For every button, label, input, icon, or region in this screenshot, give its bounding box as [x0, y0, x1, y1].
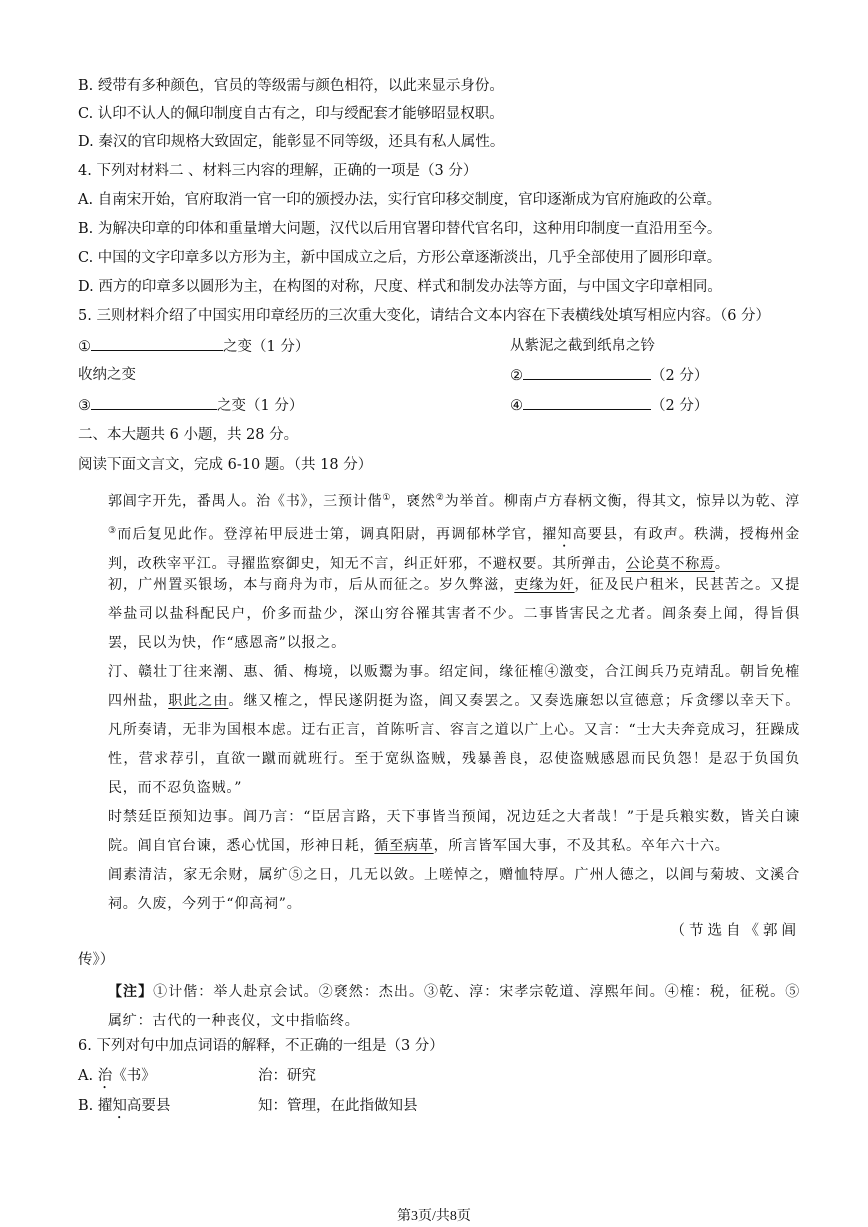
question-4-option-a: A. 自南宋开始，官府取消一官一印的颁授办法，实行官印移交制度，官印逐渐成为官府施政的公章。: [78, 192, 722, 208]
question-6-option-b: B. 擢知高要县 知：管理，在此指做知县: [78, 1098, 418, 1114]
passage-paragraph-2: 初，广州置买银场，本与商舟为市，后从而征之。岁久弊滋，吏缘为奸，征及民户租米，民甚苦之。又提举盐司以盐科配民户，价多而盐少，深山穷谷罹其害者不少。二事皆害民之尤者。阊条奏上闻，得旨俱罢，民以为快，作“感恩斋”以报之。: [108, 577, 800, 651]
passage-paragraph-4: 时禁廷臣预知边事。阊乃言：“臣居言路，天下事皆当预闻，况边廷之大者哉！”于是兵粮实数，皆关白谏院。阊自官台谏，悉心忧国，形神日耗，循至病革，所言皆军国大事，不及其私。卒年六十六。: [108, 809, 800, 854]
answer-blank-4[interactable]: [523, 395, 651, 410]
option-b-prev: B. 绶带有多种颜色，官员的等级需与颜色相符，以此来显示身份。: [78, 78, 504, 94]
table-cell-right: ④ （2 分）: [510, 395, 708, 416]
option-c-prev: C. 认印不认人的佩印制度自古有之，印与绶配套才能够昭显权职。: [78, 106, 504, 122]
question-4-stem: 4. 下列对材料二 、材料三内容的理解，正确的一项是（3 分）: [78, 163, 478, 179]
underlined-sentence: 公论莫不称焉: [626, 556, 715, 573]
blank-suffix: 之变（1 分）: [217, 398, 304, 414]
question-5-row-3: [78, 395, 800, 416]
answer-blank-3[interactable]: [91, 395, 217, 410]
underlined-sentence: 循至病革: [374, 838, 434, 854]
question-6-stem: 6. 下列对句中加点词语的解释，不正确的一组是（3 分）: [78, 1038, 444, 1054]
passage-source: （节选自《郭阊: [670, 923, 800, 939]
section-heading: 二、本大题共 6 小题，共 28 分。: [78, 427, 299, 443]
underlined-sentence: 职此之由: [168, 693, 229, 709]
question-5-stem: 5. 三则材料介绍了中国实用印章经历的三次重大变化，请结合文本内容在下表横线处填写相应内容。（6 分）: [78, 308, 771, 324]
table-cell-right: ② （2 分）: [510, 365, 708, 386]
question-4-option-b: B. 为解决印章的印体和重量增大问题，汉代以后用官署印替代官名印，这种用印制度一直沿用至今。: [78, 221, 722, 237]
question-4-option-d: D. 西方的印章多以圆形为主，在构图的对称，尺度、样式和制发办法等方面，与中国文字印章相同。: [78, 279, 722, 295]
blank-number: ①: [78, 339, 91, 355]
passage-paragraph-5: 阊素清洁，家无余财，属纩⑤之日，几无以敛。上嗟悼之，赠恤特厚。广州人德之，以阊与菊坡、文溪合祠。久废，今列于“仰高祠”。: [108, 867, 800, 912]
question-5-row-2: [78, 365, 800, 385]
definition: 治：研究: [258, 1068, 316, 1084]
question-5-row-1: [78, 336, 800, 357]
question-4-option-c: C. 中国的文字印章多以方形为主，新中国成立之后，方形公章逐渐淡出，几乎全部使用了圆形印章。: [78, 250, 722, 266]
answer-blank-2[interactable]: [523, 365, 651, 380]
blank-number: ③: [78, 398, 91, 414]
passage-paragraph-1: 郭阊字开先，番禺人。治《书》，三预计偕①，褎然②为举首。柳南卢方春柄文衡，得其文，惊异以为乾、淳③而后复见此作。登淳祐甲辰进士第，调真阳尉，再调郁林学官，擢知高要县，有政声。秩满，授梅州金判，改秩宰平江。寻擢监察御史，知无不言，纠正奸邪，不避权要。其所弹击，公论莫不称焉。: [108, 493, 801, 573]
underlined-sentence: 吏缘为奸: [514, 577, 575, 593]
answer-blank-1[interactable]: [91, 336, 223, 351]
blank-suffix: 之变（1 分）: [223, 339, 310, 355]
passage-source-cont: 传》）: [78, 952, 115, 968]
definition: 知：管理，在此指做知县: [258, 1098, 418, 1114]
passage-paragraph-3: 汀、赣壮丁往来潮、惠、循、梅境，以贩鬻为事。绍定间，缘征榷④激变，合江闽兵乃克靖乱。朝旨免榷四州盐，职此之由。继又榷之，悍民遂阴挺为盗，阊又奏罢之。又奏选廉恕以宣德意；斥贪缪以幸天下。凡所奏请，无非为国根本虑。迂右正言，首陈听言、容言之道以广上心。又言：“士大夫奔竞成习，狂躁成性，营求荐引，直欲一蹴而就班行。至于宽纵盗贼，残暴善良，忍使盗贼感恩而民负怨！是忍于负国负民，而不忍负盗贼。”: [108, 664, 801, 796]
page-number: 第3页/共8页: [397, 1209, 471, 1224]
table-cell-left: 收纳之变: [78, 367, 136, 383]
option-d-prev: D. 秦汉的官印规格大致固定，能彰显不同等级，还具有私人属性。: [78, 134, 505, 150]
reading-instructions: 阅读下面文言文，完成 6-10 题。（共 18 分）: [78, 457, 373, 473]
notes-label: 【注】: [108, 984, 154, 1000]
table-cell-right: 从紫泥之截到纸帛之钤: [510, 338, 655, 354]
question-6-option-a: A. 治《书》 治：研究: [78, 1068, 316, 1084]
dotted-word: 知: [557, 526, 573, 543]
annotation-notes: 【注】①计偕：举人赴京会试。②褎然：杰出。③乾、淳：宋孝宗乾道、淳熙年间。④榷：税，征税。⑤属纩：古代的一种丧仪，文中指临终。: [108, 984, 800, 1029]
